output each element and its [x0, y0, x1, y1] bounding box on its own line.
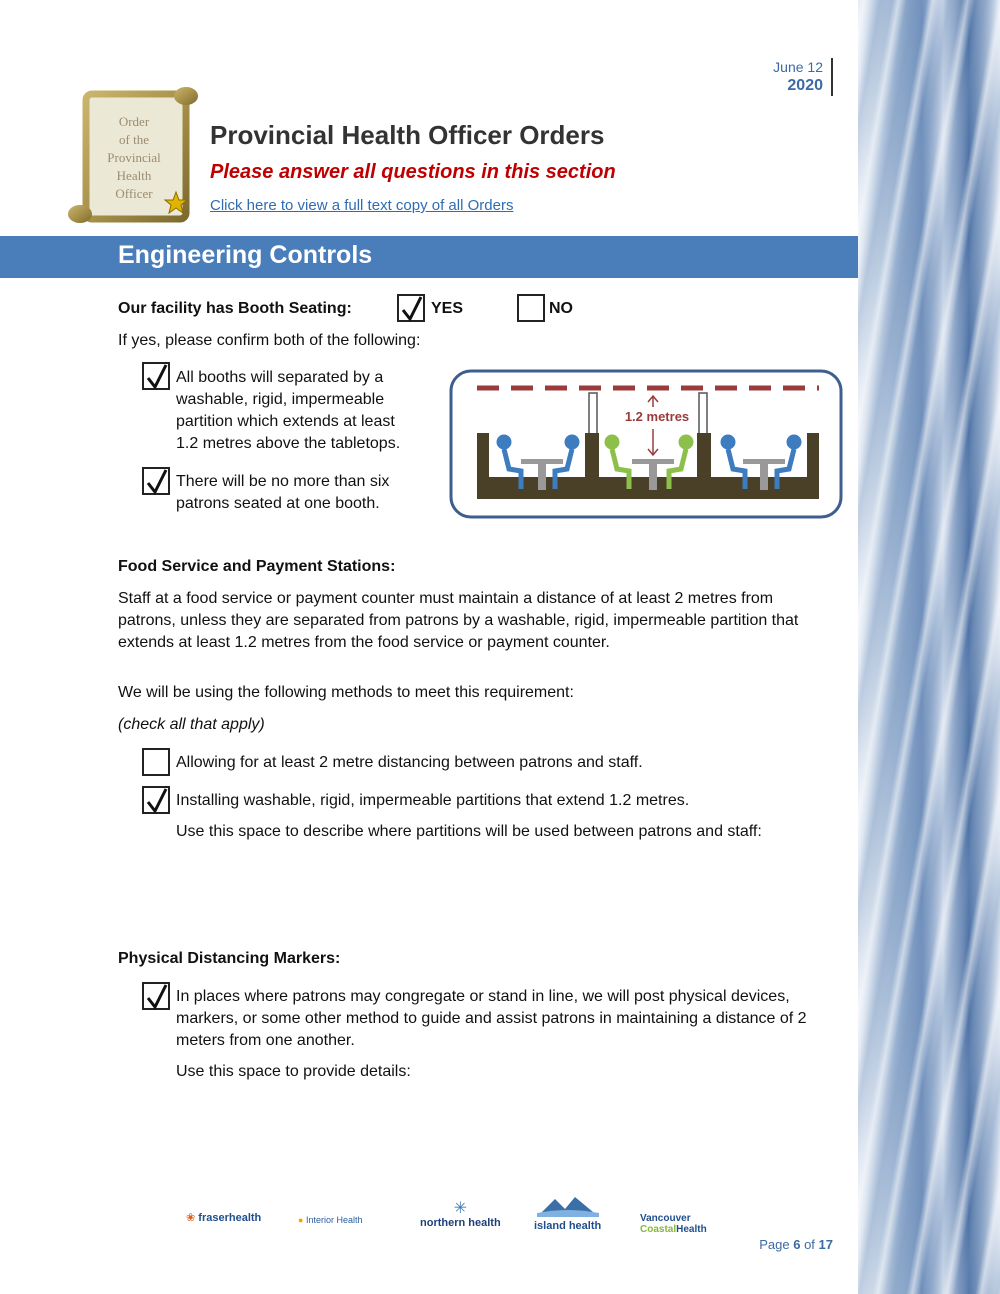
text-line: patrons seated at one booth. — [176, 495, 380, 512]
booth-partition-diagram — [449, 369, 843, 519]
text-line: patrons, unless they are separated from patrons by a washable, rigid, impermeable partition that — [118, 612, 799, 629]
date-month: June 12 — [773, 59, 823, 75]
logo-line: Officer — [115, 186, 153, 201]
methods-intro: We will be using the following methods to meet this requirement: — [118, 684, 574, 701]
booth-confirm-prompt: If yes, please confirm both of the following: — [118, 332, 421, 349]
text-line: In places where patrons may congregate or stand in line, we will post physical devices, — [176, 988, 790, 1005]
logo-line: Provincial — [107, 150, 161, 165]
island-health-logo: island health — [534, 1195, 601, 1232]
markers-details-field[interactable] — [176, 1088, 826, 1178]
booth-no-checkbox[interactable] — [517, 294, 545, 322]
text-line: meters from one another. — [176, 1032, 355, 1049]
distancing-option-checkbox[interactable] — [142, 748, 170, 776]
partitions-option-label: Installing washable, rigid, impermeable partitions that extend 1.2 metres. — [176, 792, 690, 809]
northern-health-logo: ✳ northern health — [420, 1200, 501, 1229]
markers-heading: Physical Distancing Markers: — [118, 950, 341, 967]
date-stamp — [773, 58, 833, 96]
checkmark-icon — [145, 982, 169, 1012]
text-line: markers, or some other method to guide and assist patrons in maintaining a distance of 2 — [176, 1010, 807, 1027]
partitions-description-field[interactable] — [176, 848, 826, 938]
food-service-paragraph — [118, 588, 798, 654]
fraser-health-logo: ❀ fraserhealth — [186, 1212, 262, 1224]
booth-partition-checkbox[interactable] — [142, 362, 170, 390]
orders-full-text-link[interactable]: Click here to view a full text copy of all Orders — [210, 197, 514, 214]
snowflake-icon: ✳ — [453, 1200, 468, 1217]
booth-no-label: NO — [549, 300, 573, 317]
markers-text — [176, 986, 807, 1052]
logo-line: of the — [119, 132, 149, 147]
check-all-note: (check all that apply) — [118, 716, 265, 733]
section-header-bar — [0, 236, 858, 278]
swoosh-icon: ❀ — [186, 1212, 196, 1224]
checkmark-icon — [145, 362, 169, 392]
vancouver-coastal-health-logo: Vancouver CoastalHealth — [640, 1213, 707, 1235]
section-title: Engineering Controls — [118, 241, 373, 269]
checkmark-icon — [145, 467, 169, 497]
text-line: All booths will separated by a — [176, 369, 384, 386]
distancing-option-label: Allowing for at least 2 metre distancing between patrons and staff. — [176, 754, 643, 771]
booth-six-patrons-text — [176, 471, 389, 515]
text-line: There will be no more than six — [176, 473, 390, 490]
page-title: Provincial Health Officer Orders — [210, 120, 605, 150]
logo-line: Health — [116, 168, 152, 183]
partitions-describe-prompt: Use this space to describe where partitions will be used between patrons and staff: — [176, 823, 762, 840]
pho-scroll-logo — [66, 84, 206, 229]
text-line: Staff at a food service or payment counter must maintain a distance of at least 2 metres from — [118, 590, 774, 607]
checkmark-icon — [400, 294, 424, 324]
markers-checkbox[interactable] — [142, 982, 170, 1010]
checkmark-icon — [145, 786, 169, 816]
logo-line: Order — [118, 114, 150, 129]
text-line: washable, rigid, impermeable — [176, 391, 385, 408]
booth-six-patrons-checkbox[interactable] — [142, 467, 170, 495]
booth-yes-checkbox[interactable] — [397, 294, 425, 322]
markers-details-prompt: Use this space to provide details: — [176, 1063, 411, 1080]
page-subtitle: Please answer all questions in this section — [210, 161, 616, 183]
food-service-heading: Food Service and Payment Stations: — [118, 558, 396, 575]
sun-person-icon: ● — [298, 1215, 304, 1225]
text-line: extends at least 1.2 metres from the food service or payment counter. — [118, 634, 610, 651]
booth-question: Our facility has Booth Seating: — [118, 300, 352, 317]
partitions-option-checkbox[interactable] — [142, 786, 170, 814]
mountains-icon — [537, 1195, 599, 1217]
text-line: 1.2 metres above the tabletops. — [176, 435, 401, 452]
diagram-height-label: 1.2 metres — [624, 409, 690, 424]
page-number: Page 6 of 17 — [759, 1237, 833, 1252]
date-year: 2020 — [787, 77, 823, 94]
text-line: partition which extends at least — [176, 413, 395, 430]
decorative-side-band — [858, 0, 1000, 1294]
booth-partition-text — [176, 367, 400, 455]
health-authority-logos — [0, 1195, 858, 1245]
booth-yes-label: YES — [431, 300, 464, 317]
interior-health-logo: ● Interior Health — [298, 1215, 363, 1225]
